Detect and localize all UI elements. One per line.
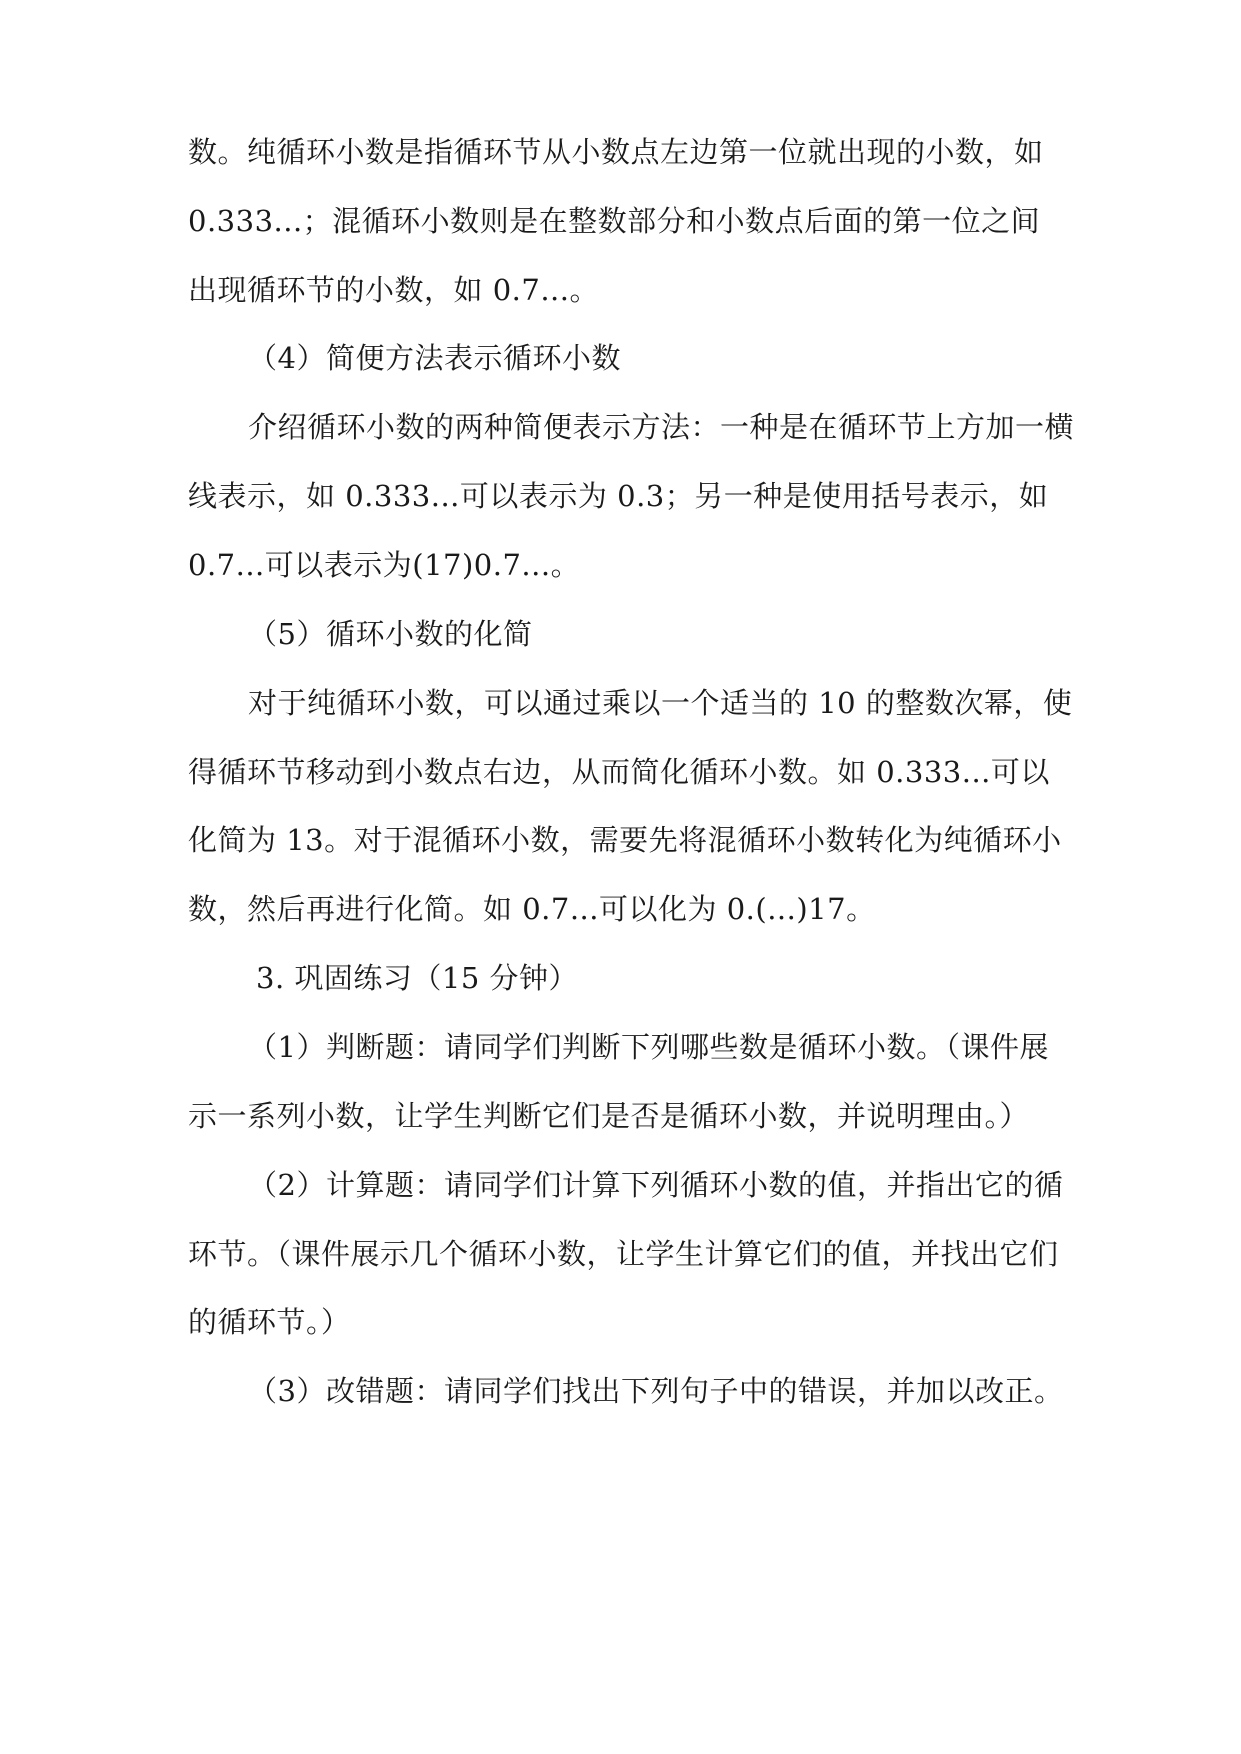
- text-line: （3）改错题：请同学们找出下列句子中的错误，并加以改正。: [248, 1374, 1064, 1408]
- text-line: 线表示，如 0.333...可以表示为 0.3；另一种是使用括号表示，如: [188, 479, 1049, 513]
- text-line: 0.333...；混循环小数则是在整数部分和小数点后面的第一位之间: [188, 204, 1041, 238]
- text-line: 环节。（课件展示几个循环小数，让学生计算它们的值，并找出它们: [188, 1237, 1059, 1271]
- section-heading: （4）简便方法表示循环小数: [248, 341, 621, 375]
- section-heading: 3. 巩固练习（15 分钟）: [256, 961, 579, 995]
- section-heading: （5）循环小数的化简: [248, 617, 533, 651]
- text-line: 的循环节。）: [188, 1305, 351, 1339]
- text-line: 得循环节移动到小数点右边，从而简化循环小数。如 0.333...可以: [188, 755, 1050, 789]
- text-line: 数。纯循环小数是指循环节从小数点左边第一位就出现的小数，如: [188, 135, 1044, 169]
- text-line: （1）判断题：请同学们判断下列哪些数是循环小数。（课件展: [248, 1030, 1049, 1064]
- text-line: （2）计算题：请同学们计算下列循环小数的值，并指出它的循: [248, 1168, 1064, 1202]
- text-line: 出现循环节的小数，如 0.7...。: [188, 273, 599, 307]
- text-line: 0.7...可以表示为(17)0.7...。: [188, 548, 581, 582]
- text-line: 对于纯循环小数，可以通过乘以一个适当的 10 的整数次幂，使: [248, 686, 1073, 720]
- text-line: 示一系列小数，让学生判断它们是否是循环小数，并说明理由。）: [188, 1099, 1030, 1133]
- text-line: 数，然后再进行化简。如 0.7...可以化为 0.(...)17。: [188, 892, 876, 926]
- text-line: 化简为 13。对于混循环小数，需要先将混循环小数转化为纯循环小: [188, 823, 1062, 857]
- text-line: 介绍循环小数的两种简便表示方法：一种是在循环节上方加一横: [248, 410, 1075, 444]
